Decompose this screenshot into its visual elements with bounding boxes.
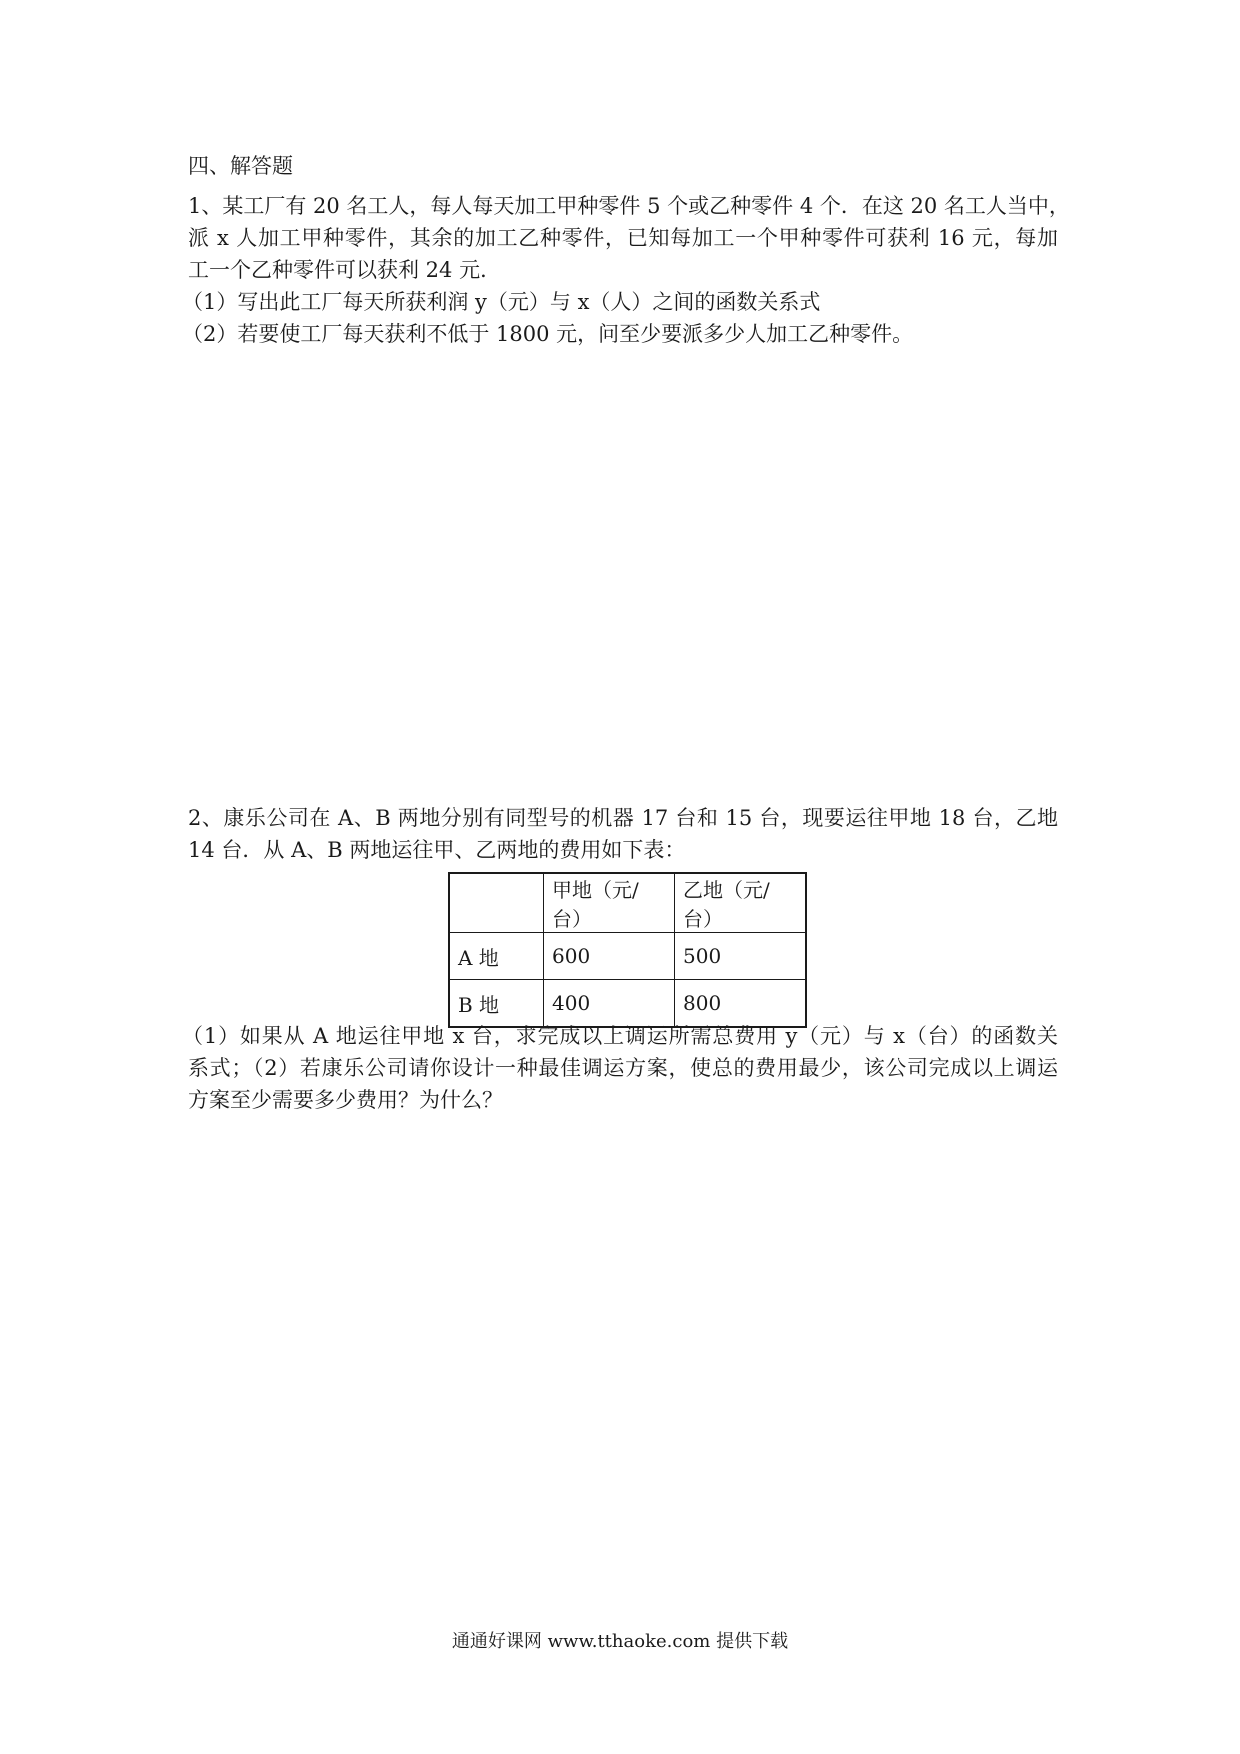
problem1-question-2: （2）若要使工厂每天获利不低于 1800 元，问至少要派多少人加工乙种零件。 <box>182 322 914 346</box>
problem2-after-line-1: （1）如果从 A 地运往甲地 x 台，求完成以上调运所需总费用 y（元）与 x（台）的函数关 <box>182 1024 1058 1048</box>
problem2-line-2: 14 台．从 A、B 两地运往甲、乙两地的费用如下表： <box>188 838 686 862</box>
footer-text: 通通好课网 www.tthaoke.com 提供下载 <box>451 1631 789 1652</box>
table-header-cell: 乙地（元/台） <box>675 873 807 933</box>
problem1-line-2: 派 x 人加工甲种零件，其余的加工乙种零件，已知每加工一个甲种零件可获利 16 元，每加 <box>188 226 1058 250</box>
problem2-line-1: 2、康乐公司在 A、B 两地分别有同型号的机器 17 台和 15 台，现要运往甲地 18 台，乙地 <box>188 806 1058 830</box>
problem1-question-1: （1）写出此工厂每天所获利润 y（元）与 x（人）之间的函数关系式 <box>182 290 821 314</box>
problem2-after-line-3: 方案至少需要多少费用？为什么？ <box>188 1088 503 1112</box>
table-header-row <box>449 873 806 933</box>
table-row <box>449 933 806 980</box>
table-header-cell <box>449 873 544 933</box>
problem2-after-line-2: 系式；（2）若康乐公司请你设计一种最佳调运方案，使总的费用最少，该公司完成以上调运 <box>188 1056 1058 1080</box>
cost-table-container <box>448 872 807 1028</box>
section-title: 四、解答题 <box>188 154 293 178</box>
table-cell: 800 <box>675 980 807 1028</box>
table-cell: 600 <box>544 933 675 980</box>
problem1-line-3: 工一个乙种零件可以获利 24 元． <box>188 258 502 282</box>
problem1-line-1: 1、某工厂有 20 名工人，每人每天加工甲种零件 5 个或乙种零件 4 个．在这 20 名工人当中， <box>188 194 1070 218</box>
table-header-cell: 甲地（元/台） <box>544 873 675 933</box>
table-cell: A 地 <box>449 933 544 980</box>
table-cell: 500 <box>675 933 807 980</box>
table-cell: 400 <box>544 980 675 1028</box>
cost-table <box>448 872 807 1028</box>
table-cell: B 地 <box>449 980 544 1028</box>
